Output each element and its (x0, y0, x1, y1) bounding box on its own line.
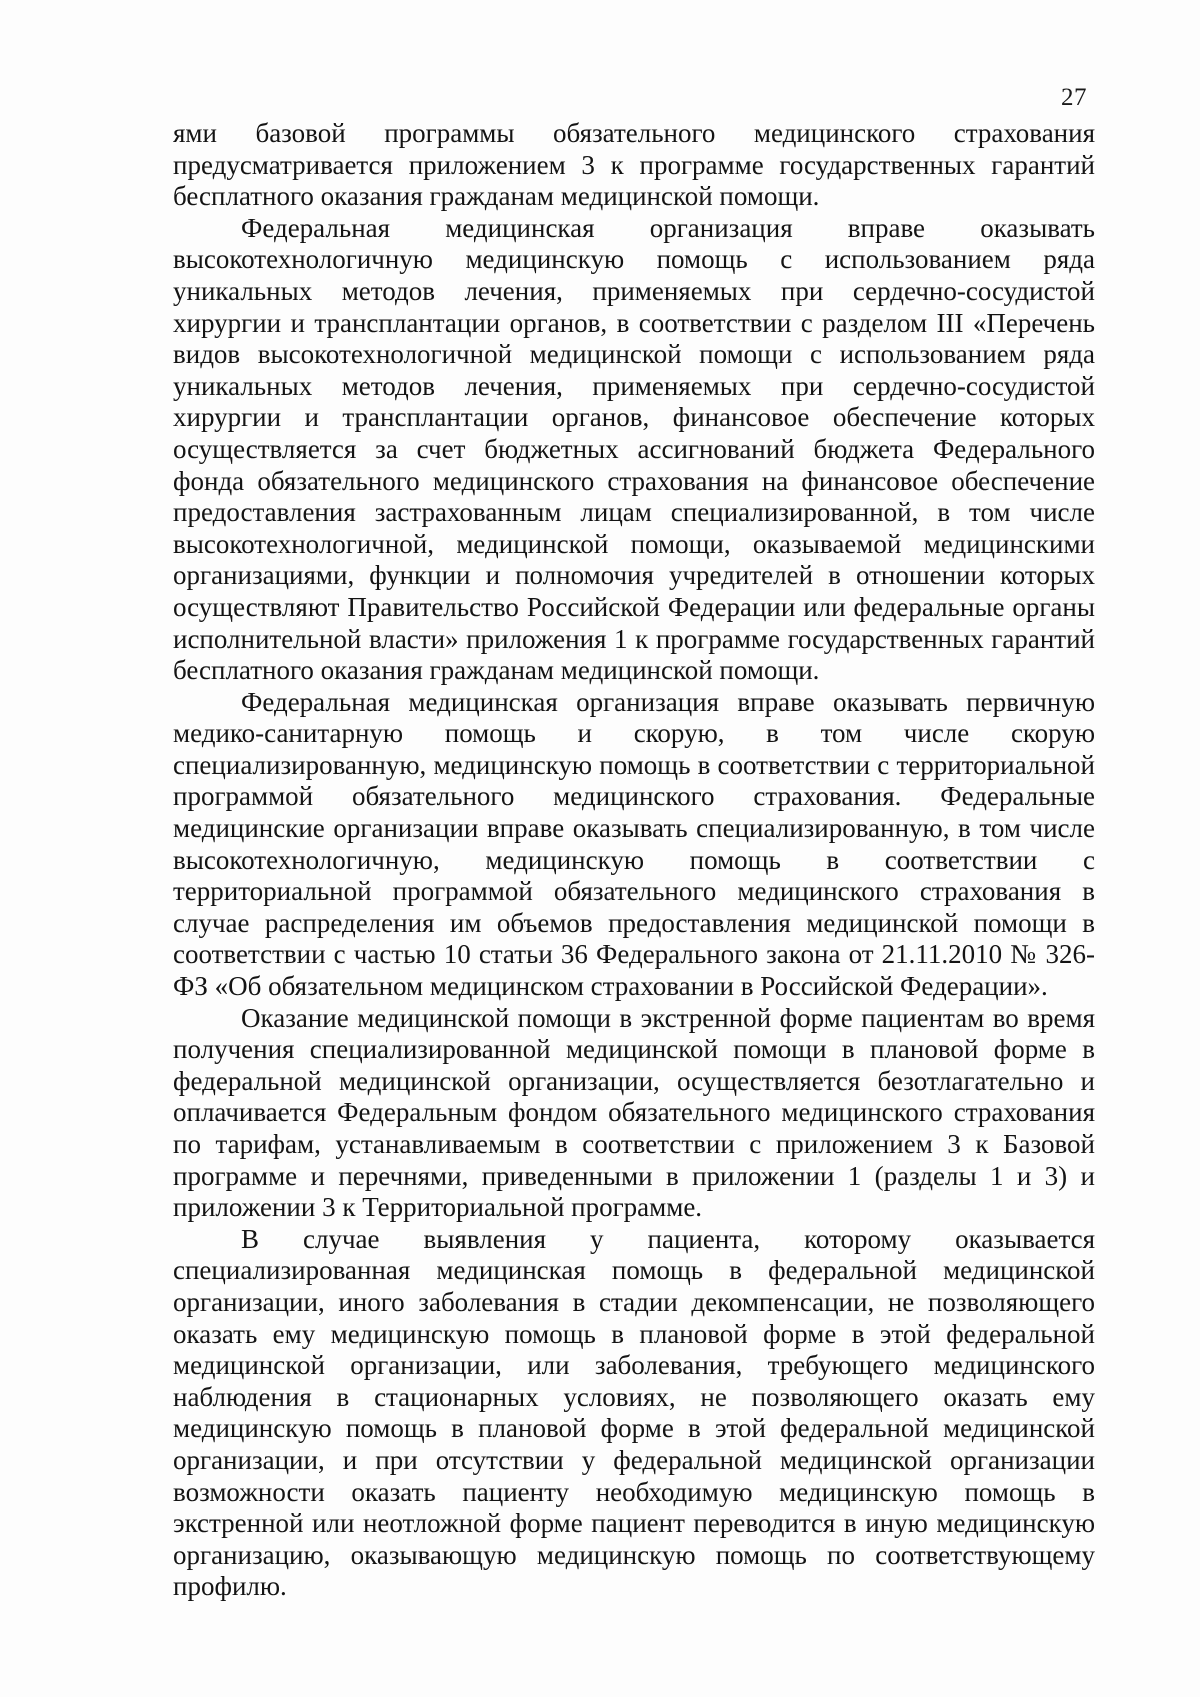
paragraph: Федеральная медицинская организация вправе оказывать первичную медико-санитарную помощь и скорую, в том числе скорую специализированную, медицинскую помощь в соответствии с территориальной программой обязательного медицинского страхования. Федеральные медицинские организации вправе оказывать специализированную, в том числе высокотехнологичную, медицинскую помощь в соответствии с территориальной программой обязательного медицинского страхования в случае распределения им объемов предоставления медицинской помощи в соответствии с частью 10 статьи 36 Федерального закона от 21.11.2010 № 326-ФЗ «Об обязательном медицинском страховании в Российской Федерации». (173, 686, 1095, 1002)
document-body (173, 118, 1095, 1603)
paragraph-continuation: ями базовой программы обязательного медицинского страхования предусматривается приложением 3 к программе государственных гарантий бесплатного оказания гражданам медицинской помощи. (173, 118, 1095, 212)
paragraph: В случае выявления у пациента, которому оказывается специализированная медицинская помощь в федеральной медицинской организации, иного заболевания в стадии декомпенсации, не позволяющего оказать ему медицинскую помощь в плановой форме в этой федеральной медицинской организации, или заболевания, требующего медицинского наблюдения в стационарных условиях, не позволяющего оказать ему медицинскую помощь в плановой форме в этой федеральной медицинской организации, и при отсутствии у федеральной медицинской организации возможности оказать пациенту необходимую медицинскую помощь в экстренной или неотложной форме пациент переводится в иную медицинскую организацию, оказывающую медицинскую помощь по соответствующему профилю. (173, 1223, 1095, 1602)
paragraph: Оказание медицинской помощи в экстренной форме пациентам во время получения специализированной медицинской помощи в плановой форме в федеральной медицинской организации, осуществляется безотлагательно и оплачивается Федеральным фондом обязательного медицинского страхования по тарифам, устанавливаемым в соответствии с приложением 3 к Базовой программе и перечнями, приведенными в приложении 1 (разделы 1 и 3) и приложении 3 к Территориальной программе. (173, 1002, 1095, 1223)
page-number: 27 (1061, 84, 1087, 111)
paragraph: Федеральная медицинская организация вправе оказывать высокотехнологичную медицинскую помощь с использованием ряда уникальных методов лечения, применяемых при сердечно-сосудистой хирургии и трансплантации органов, в соответствии с разделом III «Перечень видов высокотехнологичной медицинской помощи с использованием ряда уникальных методов лечения, применяемых при сердечно-сосудистой хирургии и трансплантации органов, финансовое обеспечение которых осуществляется за счет бюджетных ассигнований бюджета Федерального фонда обязательного медицинского страхования на финансовое обеспечение предоставления застрахованным лицам специализированной, в том числе высокотехнологичной, медицинской помощи, оказываемой медицинскими организациями, функции и полномочия учредителей в отношении которых осуществляют Правительство Российской Федерации или федеральные органы исполнительной власти» приложения 1 к программе государственных гарантий бесплатного оказания гражданам медицинской помощи. (173, 212, 1095, 686)
